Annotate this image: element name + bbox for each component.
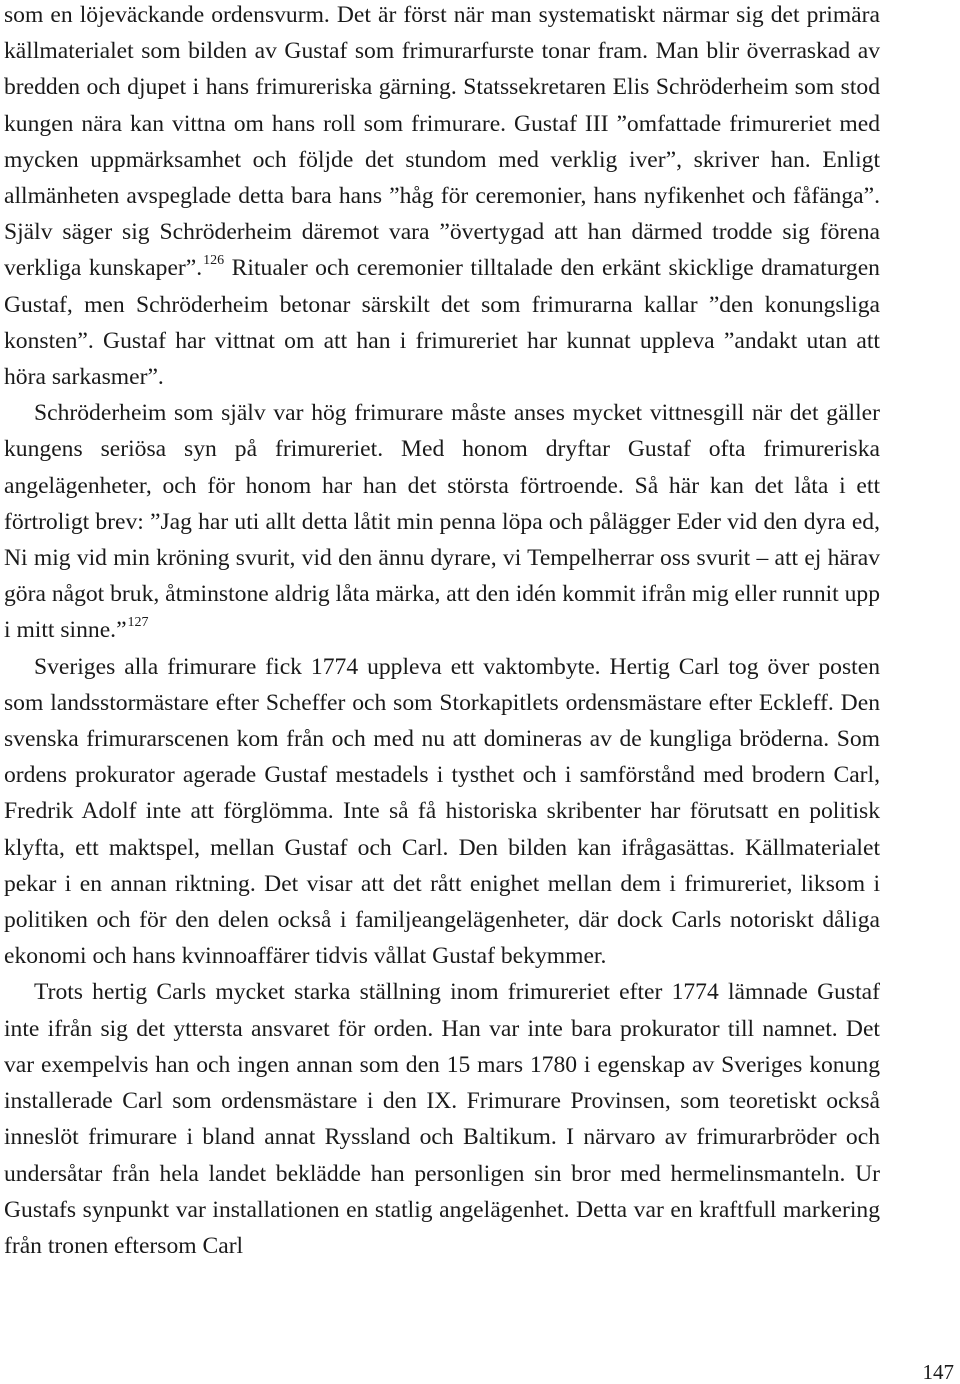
paragraph-text: som en löjeväckande ordensvurm. Det är först när man systematiskt närmar sig det primära källmaterialet som bilden av Gustaf som frimurarfurste tonar fram. Man blir överraskad av bredden och djupet i hans frimureriska gärning. Statssekretaren Elis Schröderheim som stod kungen nära kan vittna om hans roll som frimurare. Gustaf III ”omfattade frimureriet med mycken uppmärksamhet och följde det stundom med verklig iver”, skriver han. Enligt allmänheten avspeglade detta bara hans ”håg för ceremonier, hans nyfikenhet och fåfänga”. Själv säger sig Schröderheim däremot vara ”övertygad att han därmed trodde sig förena verkliga kunskaper”.: [4, 2, 880, 282]
paragraph: [4, 395, 880, 648]
page-number: 147: [922, 1360, 954, 1384]
footnote-marker[interactable]: 127: [127, 615, 149, 631]
paragraph: [4, 649, 880, 975]
paragraph-text: Ritualer och ceremonier tilltalade den erkänt skicklige dramaturgen Gustaf, men Schröderheim betonar särskilt det som frimurarna kallar ”den konungsliga konsten”. Gustaf har vittnat om att han i frimureriet har kunnat uppleva ”andakt utan att höra sarkasmer”.: [4, 255, 880, 391]
paragraph: [4, 974, 880, 1264]
paragraph: [4, 0, 880, 395]
body-text: [4, 0, 880, 1264]
paragraph-text: Schröderheim som själv var hög frimurare måste anses mycket vittnesgill när det gäller kungens seriösa syn på frimureriet. Med honom dryftar Gustaf ofta frimureriska angelägenheter, och för honom har han det största förtroende. Så här kan det låta i ett förtroligt brev: ”Jag har uti allt detta låtit min penna löpa och pålägger Eder vid den dyra ed, Ni mig vid min kröning svurit, vid den ännu dyrare, vi Tempelherrar oss svurit – att ej härav göra något bruk, åtminstone aldrig låta märka, att den idén kommit ifrån mig eller runnit upp i mitt sinne.”: [4, 400, 881, 644]
footnote-marker[interactable]: 126: [203, 253, 225, 269]
paragraph-text: Sveriges alla frimurare fick 1774 uppleva ett vaktombyte. Hertig Carl tog över posten som landsstormästare efter Scheffer och som Storkapitlets ordensmästare efter Eckleff. Den svenska frimurarscenen kom från och med nu att domineras av de kungliga bröderna. Som ordens prokurator agerade Gustaf mestadels i tysthet och i samförstånd med brodern Carl, Fredrik Adolf inte att förglömma. Inte så få historiska skribenter har förutsatt en politisk klyfta, ett maktspel, mellan Gustaf och Carl. Den bilden kan ifrågasättas. Källmaterialet pekar i en annan riktning. Det visar att det rått enighet mellan dem i frimureriet, liksom i politiken och för den delen också i familjeangelägenheter, där dock Carls notoriskt dåliga ekonomi och hans kvinnoaffärer tidvis vållat Gustaf bekymmer.: [4, 653, 880, 970]
paragraph-text: Trots hertig Carls mycket starka ställning inom frimureriet efter 1774 lämnade Gustaf inte ifrån sig det yttersta ansvaret för orden. Han var inte bara prokurator till namnet. Det var exempelvis han och ingen annan som den 15 mars 1780 i egenskap av Sveriges konung installerade Carl som ordensmästare i den IX. Frimurare Provinsen, som teoretiskt också inneslöt frimurare i bland annat Ryssland och Baltikum. I närvaro av frimurarbröder och undersåtar från hela landet beklädde han personligen sin bror med hermelinsmanteln. Ur Gustafs synpunkt var installationen en statlig angelägenhet. Detta var en kraftfull markering från tronen eftersom Carl: [4, 979, 880, 1259]
